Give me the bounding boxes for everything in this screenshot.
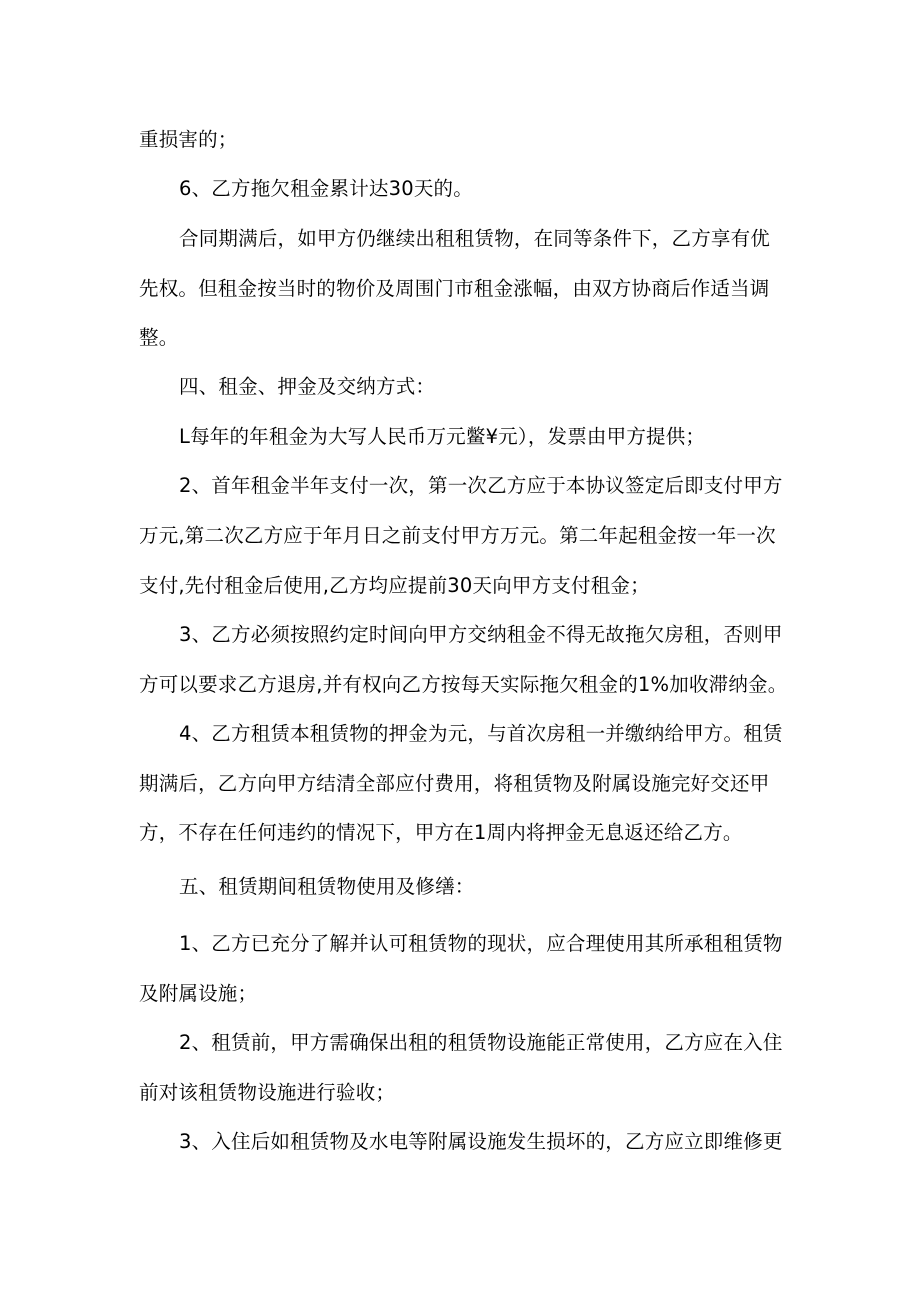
- text-line: 万元,第二次乙方应于年月日之前支付甲方万元。第二年起租金按一年一次: [139, 524, 776, 547]
- text-line-item-2: 2、租赁前，甲方需确保出租的租赁物设施能正常使用，乙方应在入住: [179, 1031, 783, 1054]
- text-line-item-3: 3、乙方必须按照约定时间向甲方交纳租金不得无故拖欠房租，否则甲: [179, 623, 783, 646]
- text-line: 及附属设施；: [139, 982, 258, 1005]
- text-line-paragraph-start: 合同期满后，如甲方仍继续出租租赁物，在同等条件下，乙方享有优: [179, 227, 771, 250]
- section-heading-5: 五、租赁期间租赁物使用及修缮：: [179, 875, 475, 898]
- text-line-item-2: 2、首年租金半年支付一次，第一次乙方应于本协议签定后即支付甲方: [179, 474, 783, 497]
- text-line-item-1: 1、乙方已充分了解并认可租赁物的现状，应合理使用其所承租租赁物: [179, 932, 783, 955]
- text-line: 支付,先付租金后使用,乙方均应提前30天向甲方支付租金；: [139, 574, 650, 597]
- text-line: 方，不存在任何违约的情况下，甲方在1周内将押金无息返还给乙方。: [139, 821, 743, 844]
- text-line-continuation: 重损害的；: [139, 128, 238, 151]
- text-line: 先权。但租金按当时的物价及周围门市租金涨幅，由双方协商后作适当调: [139, 277, 770, 300]
- text-line: 期满后，乙方向甲方结清全部应付费用，将租赁物及附属设施完好交还甲: [139, 772, 770, 795]
- text-line: 前对该租赁物设施进行验收；: [139, 1081, 396, 1104]
- section-heading-4: 四、租金、押金及交纳方式：: [179, 375, 436, 398]
- text-line-item-6: 6、乙方拖欠租金累计达30天的。: [179, 177, 473, 200]
- text-line-item-4: 4、乙方租赁本租赁物的押金为元，与首次房租一并缴纳给甲方。租赁: [179, 722, 783, 745]
- text-line: 方可以要求乙方退房,并有权向乙方按每天实际拖欠租金的1%加收滞纳金。: [139, 673, 788, 696]
- text-line: 整。: [139, 326, 179, 349]
- text-line-item-3: 3、入住后如租赁物及水电等附属设施发生损坏的，乙方应立即维修更: [179, 1130, 783, 1153]
- text-line-item-1: L每年的年租金为大写人民币万元鳖¥元），发票由甲方提供；: [179, 425, 706, 448]
